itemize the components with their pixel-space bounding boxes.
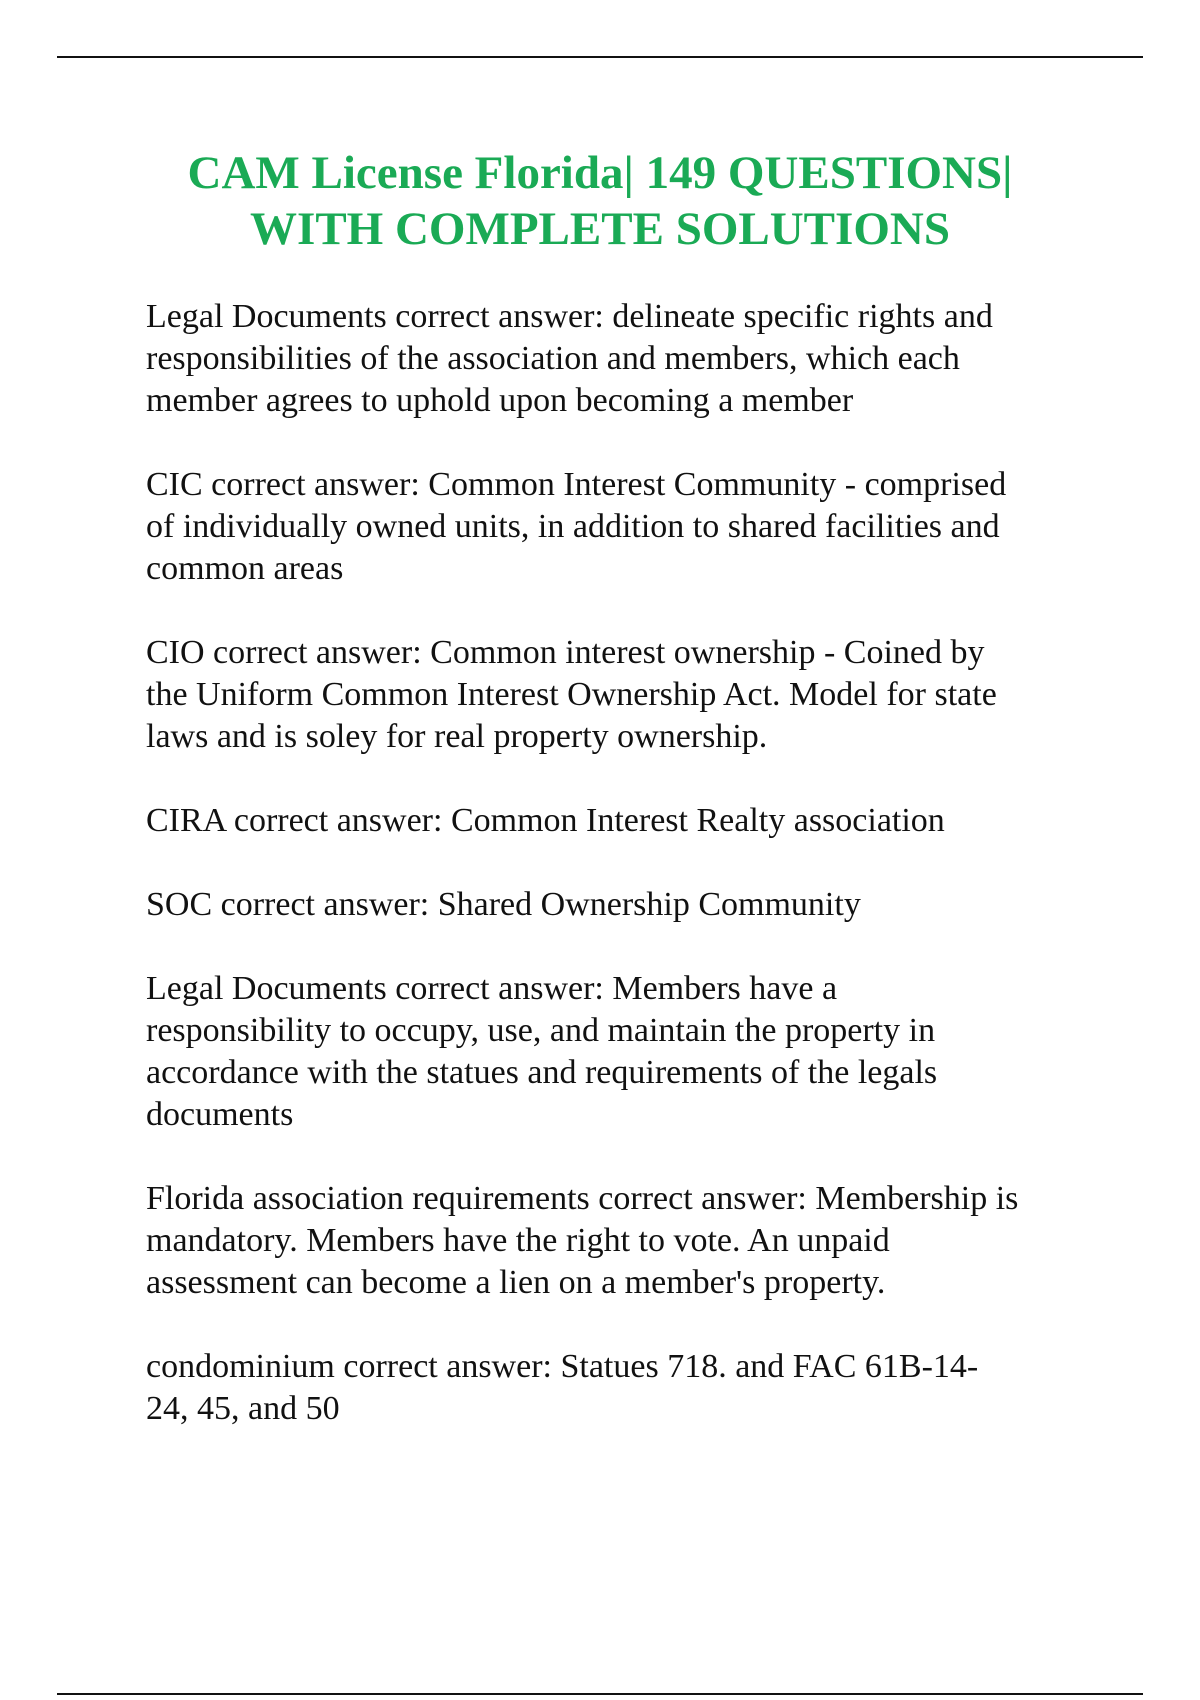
qa-item	[146, 296, 1096, 422]
qa-line: CIO correct answer: Common interest ownership - Coined by	[146, 634, 985, 671]
qa-item	[146, 1178, 1096, 1304]
qa-line: responsibilities of the association and members, which each	[146, 340, 960, 377]
qa-line: documents	[146, 1096, 294, 1133]
qa-line: 24, 45, and 50	[146, 1390, 340, 1427]
qa-line: common areas	[146, 550, 344, 587]
qa-item	[146, 800, 1096, 842]
qa-line: member agrees to uphold upon becoming a member	[146, 382, 854, 419]
qa-list	[146, 296, 1096, 1472]
qa-line: laws and is soley for real property ownership.	[146, 718, 768, 755]
qa-line: of individually owned units, in addition to shared facilities and	[146, 508, 1000, 545]
qa-line: CIRA correct answer: Common Interest Realty association	[146, 802, 945, 839]
footer-rule	[57, 1693, 1143, 1695]
page-title-line-2: WITH COMPLETE SOLUTIONS	[250, 203, 950, 255]
qa-line: the Uniform Common Interest Ownership Act. Model for state	[146, 676, 997, 713]
page-title	[0, 145, 1200, 257]
qa-line: mandatory. Members have the right to vote. An unpaid	[146, 1222, 890, 1259]
qa-item	[146, 968, 1096, 1136]
qa-line: CIC correct answer: Common Interest Community - comprised	[146, 466, 1007, 503]
qa-line: SOC correct answer: Shared Ownership Community	[146, 886, 861, 923]
qa-line: Legal Documents correct answer: delineate specific rights and	[146, 298, 993, 335]
qa-line: Legal Documents correct answer: Members have a	[146, 970, 838, 1007]
page-title-line-1: CAM License Florida| 149 QUESTIONS|	[187, 147, 1013, 199]
qa-line: responsibility to occupy, use, and maintain the property in	[146, 1012, 936, 1049]
qa-line: Florida association requirements correct answer: Membership is	[146, 1180, 1019, 1217]
qa-line: assessment can become a lien on a member's property.	[146, 1264, 886, 1301]
header-rule	[57, 56, 1143, 58]
qa-item	[146, 884, 1096, 926]
qa-line: condominium correct answer: Statues 718. and FAC 61B-14-	[146, 1348, 979, 1385]
qa-item	[146, 632, 1096, 758]
qa-line: accordance with the statues and requirements of the legals	[146, 1054, 938, 1091]
qa-item	[146, 464, 1096, 590]
qa-item	[146, 1346, 1096, 1430]
